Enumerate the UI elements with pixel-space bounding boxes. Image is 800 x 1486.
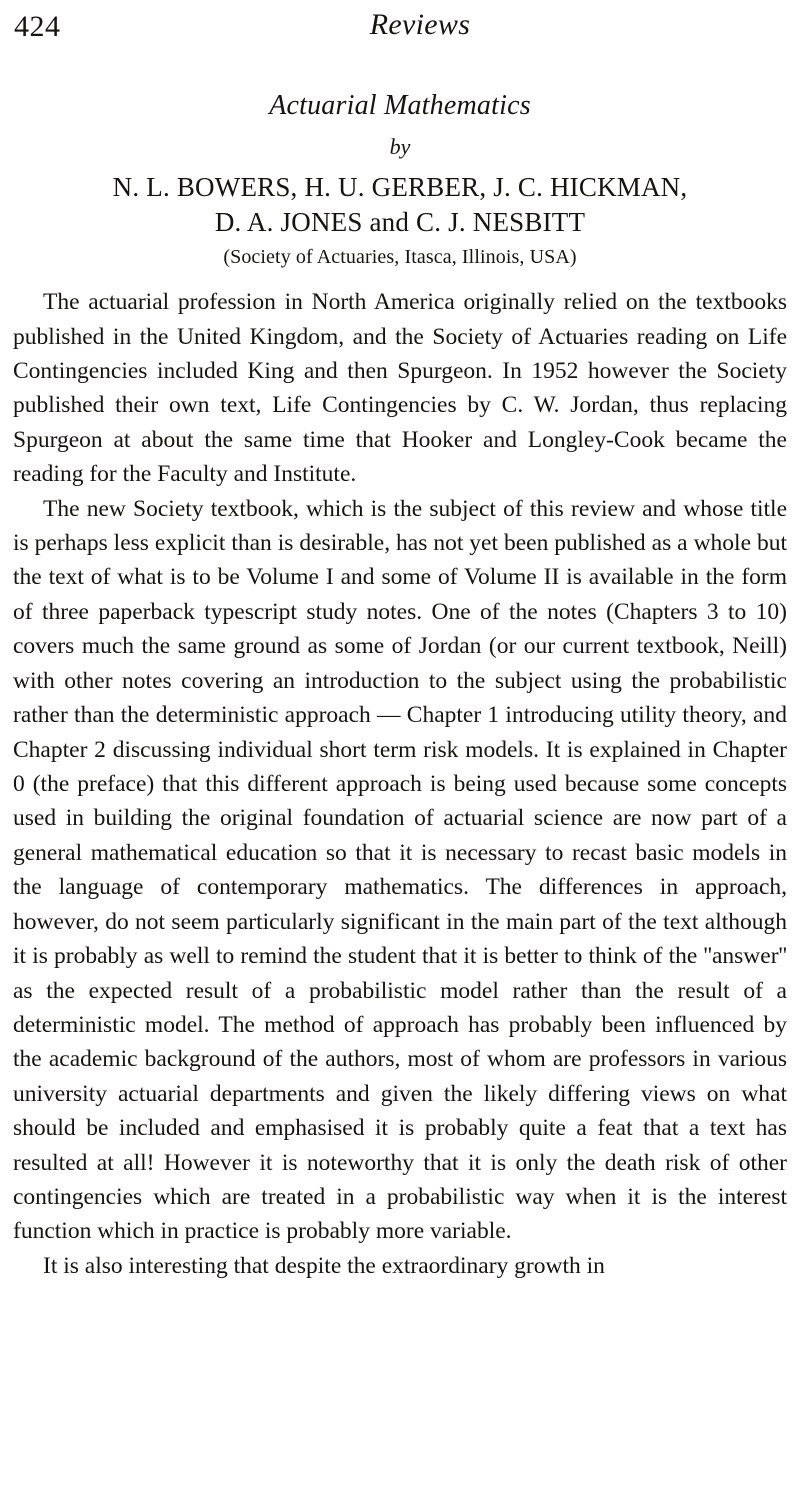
review-header xyxy=(0,90,800,269)
document-page xyxy=(0,8,800,1486)
author-line: D. A. JONES and C. J. NESBITT xyxy=(214,206,586,237)
author-affiliation: (Society of Actuaries, Itasca, Illinois, USA) xyxy=(223,246,577,269)
body-paragraph: The new Society textbook, which is the subject of this review and whose title is perhaps less explicit than is desirable, has not yet been published as a whole but the text of what is to be Volume I and some of Volume II is available in the form of three paperback typescript study notes. One of the notes (Chapters 3 to 10) covers much the same ground as some of Jordan (or our current textbook, Neill) with other notes covering an introduction to the subject using the probabilistic rather than the deterministic approach — Chapter 1 introducing utility theory, and Chapter 2 discussing individual short term risk models. It is explained in Chapter 0 (the preface) that this different approach is being used because some concepts used in building the original foundation of actuarial science are now part of a general mathematical education so that it is necessary to recast basic models in the language of contemporary mathematics. The differences in approach, however, do not seem particularly significant in the main part of the text although it is probably as well to remind the student that it is better to think of the ''answer'' as the expected result of a probabilistic model rather than the result of a deterministic model. The method of approach has probably been influenced by the academic background of the authors, most of whom are professors in various university actuarial departments and given the likely differing views on what should be included and emphasised it is probably quite a feat that a text has resulted at all! However it is noteworthy that it is only the death risk of other contingencies which are treated in a probabilistic way when it is the interest function which in practice is probably more variable. xyxy=(13,495,787,1245)
author-line: N. L. BOWERS, H. U. GERBER, J. C. HICKMAN, xyxy=(112,172,688,202)
page-number: 424 xyxy=(14,10,61,43)
body-paragraph: It is also interesting that despite the extraordinary growth in xyxy=(43,1252,605,1279)
author-list xyxy=(0,170,800,239)
by-label: by xyxy=(389,134,411,159)
body-paragraph: The actuarial profession in North America originally relied on the textbooks published in the United Kingdom, and the Society of Actuaries reading on Life Contingencies included King and then Spurgeon. In 1952 however the Society published their own text, Life Contingencies by C. W. Jordan, thus replacing Spurgeon at about the same time that Hooker and Longley-Cook became the reading for the Faculty and Institute. xyxy=(13,289,787,488)
running-head-title: Reviews xyxy=(369,8,471,41)
review-body xyxy=(13,285,787,1283)
running-head xyxy=(0,8,800,60)
review-title: Actuarial Mathematics xyxy=(269,90,531,121)
